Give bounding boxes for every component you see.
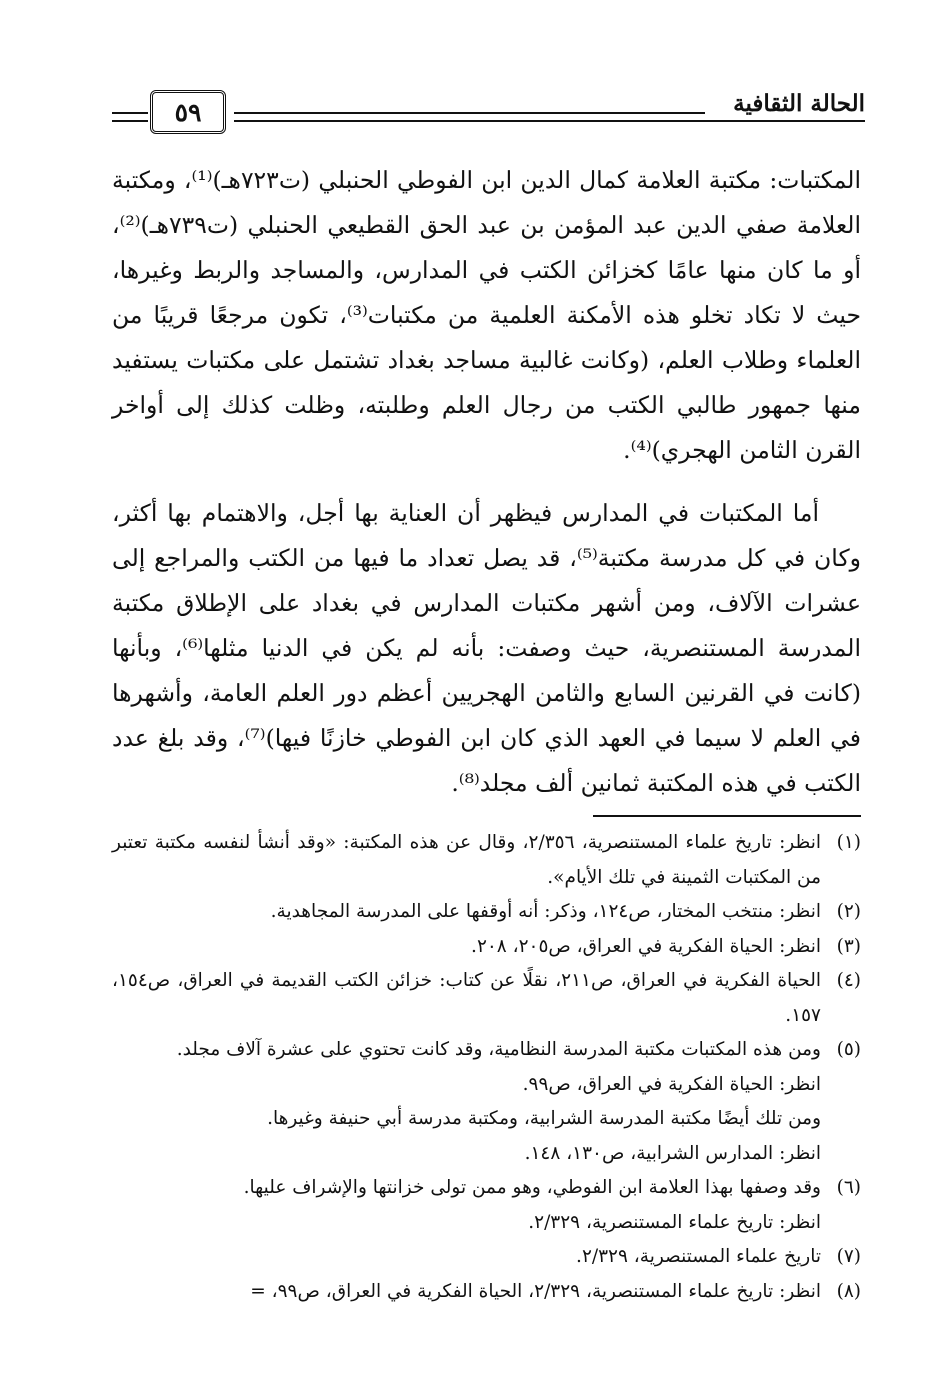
footnote-3 [112,930,861,965]
paragraph-2: أما المكتبات في المدارس فيظهر أن العناية بها أجل، والاهتمام بها أكثر، وكان في كل مدرسة مكتبة⁽⁵⁾، قد يصل تعداد ما فيها من الكتب والمراجع إلى عشرات الآلاف، ومن أشهر مكتبات المدارس في بغداد على الإطلاق مكتبة المدرسة المستنصرية، حيث وصفت: بأنه لم يكن في الدنيا مثلها⁽⁶⁾، وبأنها (كانت في القرنين السابع والثامن الهجريين أعظم دور العلم العامة، وأشهرها في العلم لا سيما في العهد الذي كان ابن الفوطي خازنًا فيها)⁽⁷⁾، وقد بلغ عدد الكتب في هذه المكتبة ثمانين ألف مجلد⁽⁸⁾. [112,499,861,797]
footnote-4 [112,964,861,1033]
footnote-text: انظر: الحياة الفكرية في العراق، ص٢٠٥، ٢٠٨. [471,935,821,957]
header-rule-left [112,112,148,114]
header-rule-left-2 [112,120,148,122]
footnote-text: ومن هذه المكتبات مكتبة المدرسة النظامية، وقد كانت تحتوي على عشرة آلاف مجلد. [176,1039,821,1060]
footnote-number: (٤) [836,970,861,991]
footnote-text: تاريخ علماء المستنصرية، ٢/٣٢٩. [576,1246,821,1267]
footnote-text: ومن تلك أيضًا مكتبة المدرسة الشرابية، ومكتبة مدرسة أبي حنيفة وغيرها. [267,1108,821,1129]
footnote-number: (٢) [836,901,861,922]
footnote-2 [112,895,861,930]
footnote-text: انظر: تاريخ علماء المستنصرية، ٢/٣٥٦، وقال عن هذه المكتبة: «وقد أنشأ لنفسه مكتبة تعتبر من المكتبات الثمينة في تلك الأيام». [112,832,821,888]
footnote-number: (٥) [836,1039,861,1060]
footnote-8 [112,1275,861,1310]
footnotes [112,826,861,1309]
footnote-text: الحياة الفكرية في العراق، ص٢١١، نقلًا عن كتاب: خزائن الكتب القديمة في العراق، ص١٥٤، ١٥٧. [112,970,821,1026]
header-rule-right-2 [234,120,865,122]
footnote-separator [593,815,861,817]
page-number-box [150,90,226,134]
footnote-text: انظر: منتخب المختار، ص١٢٤، وذكر: أنه أوقفها على المدرسة المجاهدية. [270,901,821,922]
footnote-text: انظر: تاريخ علماء المستنصرية، ٢/٣٢٩. [528,1211,821,1233]
footnote-text: انظر: المدارس الشرابية، ص١٣٠، ١٤٨. [524,1142,821,1164]
footnote-number: (١) [836,832,861,853]
footnote-number: (٧) [836,1246,861,1267]
page-header [112,84,865,140]
main-text [112,158,861,824]
footnote-number: (٦) [836,1177,861,1198]
paragraph-1: المكتبات: مكتبة العلامة كمال الدين ابن الفوطي الحنبلي (ت٧٢٣هـ)⁽¹⁾، ومكتبة العلامة صفي الدين عبد المؤمن بن عبد الحق القطيعي الحنبلي (ت٧٣٩هـ)⁽²⁾، أو ما كان منها عامًا كخزائن الكتب في المدارس، والمساجد والربط وغيرها، حيث لا تكاد تخلو هذه الأمكنة العلمية من مكتبات⁽³⁾، تكون مرجعًا قريبًا من العلماء وطلاب العلم، (وكانت غالبية مساجد بغداد تشتمل على مكتبات يستفيد منها جمهور طالبي الكتب من رجال العلم وطلبته، وظلت كذلك إلى أواخر القرن الثامن الهجري)⁽⁴⁾. [112,166,862,464]
footnote-1 [112,826,861,895]
header-rule-right [234,112,705,114]
footnote-6 [112,1171,861,1240]
page-number: ٥٩ [174,97,202,127]
footnote-text: انظر: تاريخ علماء المستنصرية، ٢/٣٢٩، الحياة الفكرية في العراق، ص٩٩، = [250,1280,821,1302]
running-title: الحالة الثقافية [733,90,865,117]
footnote-text: انظر: الحياة الفكرية في العراق، ص٩٩. [522,1073,821,1095]
footnote-5 [112,1033,861,1171]
footnote-7 [112,1240,861,1275]
footnote-number: (٣) [836,935,861,957]
footnote-number: (٨) [836,1280,861,1302]
footnote-text: وقد وصفها بهذا العلامة ابن الفوطي، وهو ممن تولى خزانتها والإشراف عليها. [243,1177,821,1198]
